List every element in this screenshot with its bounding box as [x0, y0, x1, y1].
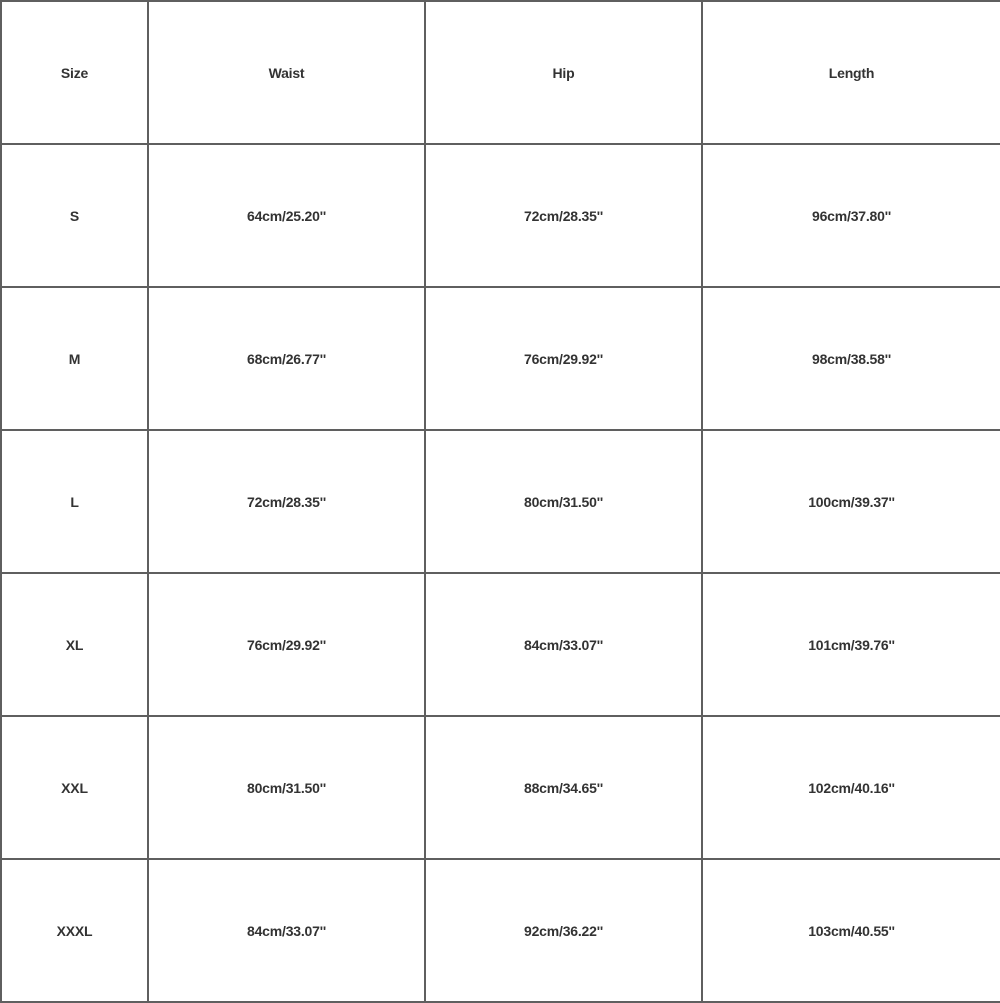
hip-cell: 84cm/33.07''	[425, 573, 702, 716]
length-cell: 103cm/40.55''	[702, 859, 1000, 1002]
header-waist: Waist	[148, 1, 425, 144]
size-cell: M	[1, 287, 148, 430]
waist-cell: 80cm/31.50''	[148, 716, 425, 859]
header-size: Size	[1, 1, 148, 144]
length-cell: 101cm/39.76''	[702, 573, 1000, 716]
hip-cell: 72cm/28.35''	[425, 144, 702, 287]
table-row	[1, 859, 1000, 1002]
hip-cell: 92cm/36.22''	[425, 859, 702, 1002]
hip-cell: 88cm/34.65''	[425, 716, 702, 859]
table-row	[1, 144, 1000, 287]
table-row	[1, 287, 1000, 430]
waist-cell: 64cm/25.20''	[148, 144, 425, 287]
size-cell: XXL	[1, 716, 148, 859]
length-cell: 100cm/39.37''	[702, 430, 1000, 573]
hip-cell: 80cm/31.50''	[425, 430, 702, 573]
length-cell: 98cm/38.58''	[702, 287, 1000, 430]
size-cell: L	[1, 430, 148, 573]
table-row	[1, 430, 1000, 573]
length-cell: 96cm/37.80''	[702, 144, 1000, 287]
size-cell: S	[1, 144, 148, 287]
header-length: Length	[702, 1, 1000, 144]
waist-cell: 84cm/33.07''	[148, 859, 425, 1002]
size-cell: XXXL	[1, 859, 148, 1002]
size-cell: XL	[1, 573, 148, 716]
header-hip: Hip	[425, 1, 702, 144]
waist-cell: 68cm/26.77''	[148, 287, 425, 430]
hip-cell: 76cm/29.92''	[425, 287, 702, 430]
waist-cell: 76cm/29.92''	[148, 573, 425, 716]
table-row	[1, 573, 1000, 716]
table-header-row	[1, 1, 1000, 144]
waist-cell: 72cm/28.35''	[148, 430, 425, 573]
length-cell: 102cm/40.16''	[702, 716, 1000, 859]
table-row	[1, 716, 1000, 859]
